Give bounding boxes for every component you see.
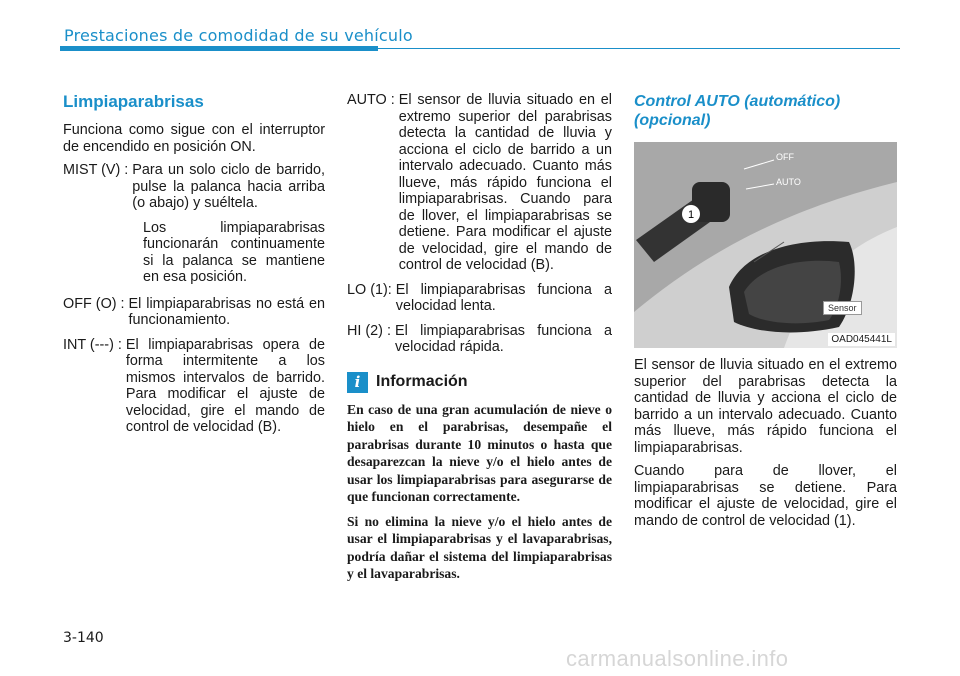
callout-number: 1 xyxy=(687,209,695,221)
section-title-auto-control: Control AUTO (automático) (opcional) xyxy=(634,93,841,129)
info-paragraph-2: Si no elimina la nieve y/o el hielo antes de usar el limpiaparabrisas y el lavaparabrisas, podría dañar el sistema del limpiaparabrisas y el lavaparabrisas. xyxy=(347,513,612,581)
term-desc: El limpiaparabrisas no está en funcionamiento. xyxy=(128,295,325,328)
term-key: LO (1): xyxy=(347,281,392,298)
column-1 xyxy=(63,92,325,444)
term-auto xyxy=(347,92,612,274)
term-key: AUTO : xyxy=(347,92,395,108)
header-rule-thin xyxy=(378,48,900,49)
term-desc: El limpiaparabrisas opera de forma intermitente a los mismos intervalos de barrido. Para modificar el ajuste de velocidad, gire el mando de control de velocidad (B). xyxy=(125,336,325,435)
mist-sub-text: Los limpiaparabrisas funcionarán continuamente si la palanca se mantiene en esa posición. xyxy=(143,219,325,285)
header-title: Prestaciones de comodidad de su vehículo xyxy=(64,26,413,45)
figure-caption: OAD045441L xyxy=(828,333,895,346)
term-hi xyxy=(347,323,612,356)
label-auto: AUTO xyxy=(776,177,801,187)
term-desc: El limpiaparabrisas funciona a velocidad lenta. xyxy=(395,281,612,314)
header-rule-thick xyxy=(60,46,378,51)
term-desc: El limpiaparabrisas funciona a velocidad rápida. xyxy=(394,322,612,355)
info-title: Información xyxy=(376,373,468,390)
term-desc: Para un solo ciclo de barrido, pulse la palanca hacia arriba (o abajo) y suéltela. xyxy=(132,162,325,211)
wiper-stalk-illustration xyxy=(634,142,897,348)
term-off xyxy=(63,296,325,329)
watermark: carmanualsonline.info xyxy=(566,646,789,671)
label-sensor: Sensor xyxy=(823,301,862,315)
info-paragraph-1: En caso de una gran acumulación de nieve o hielo en el parabrisas, desempañe el parabrisas durante 10 minutos o hasta que desaparezcan la nieve y/o el hielo antes de usar los limpiaparabrisas para asegurarse de que funcionan correctamente. xyxy=(347,401,612,504)
info-icon: i xyxy=(347,372,368,393)
term-lo xyxy=(347,282,612,315)
page-number: 3-140 xyxy=(63,630,104,646)
auto-paragraph-2: Cuando para de llover, el limpiaparabrisas se detiene. Para modificar el ajuste de velocidad, gire el mando de control de velocidad (1). xyxy=(634,463,897,529)
section-title-wipers: Limpiaparabrisas xyxy=(63,92,204,111)
term-mist xyxy=(63,162,325,212)
label-off: OFF xyxy=(776,152,794,162)
info-header xyxy=(347,372,612,393)
term-desc: El sensor de lluvia situado en el extremo superior del parabrisas detecta la cantidad de lluvia y acciona el ciclo de barrido a un intervalo adecuado. Cuanto más llueve, más rápido funciona el limpiaparabrisas. Cuando para de llover, el limpiaparabrisas se detiene. Para modificar el ajuste de velocidad, gire el mando de control de velocidad (B). xyxy=(398,92,612,273)
term-int xyxy=(63,337,325,436)
term-key: HI (2) : xyxy=(347,322,391,339)
wiper-stalk-figure xyxy=(634,142,897,348)
auto-paragraph-1: El sensor de lluvia situado en el extremo superior del parabrisas detecta la cantidad de lluvia y acciona el ciclo de barrido a un intervalo adecuado. Cuanto más llueve, más rápido funciona el limpiaparabrisas. xyxy=(634,357,897,456)
intro-text: Funciona como sigue con el interruptor de encendido en posición ON. xyxy=(63,122,325,155)
term-key: MIST (V) : xyxy=(63,162,129,178)
column-3 xyxy=(634,92,897,536)
term-key: OFF (O) : xyxy=(63,295,125,312)
term-key: INT (---) : xyxy=(63,336,122,353)
column-2 xyxy=(347,92,612,590)
